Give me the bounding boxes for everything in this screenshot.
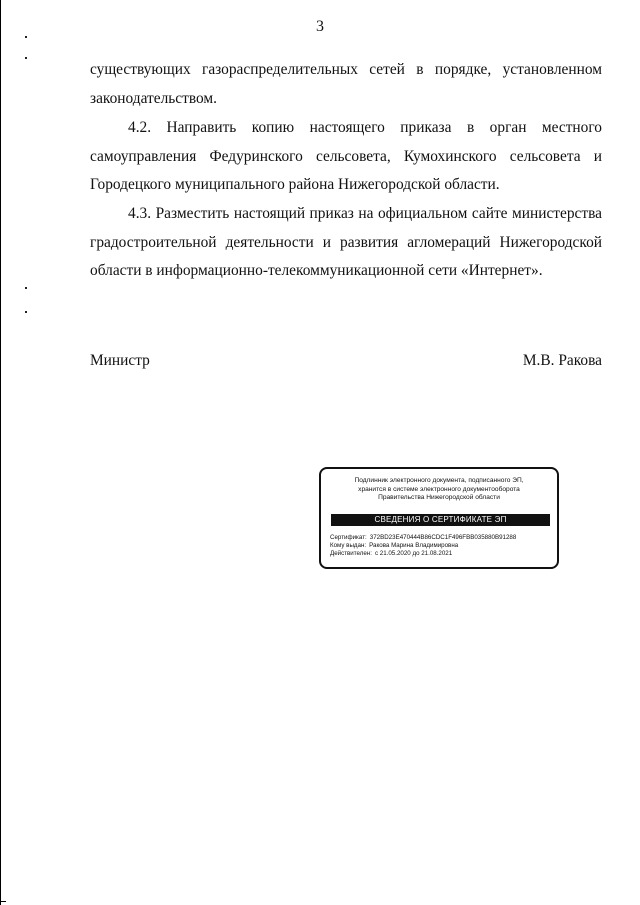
stamp-header-line: хранится в системе электронного документооборота [358, 485, 520, 493]
issued-to-label: Кому выдан: [330, 542, 367, 549]
stamp-title-bar: СВЕДЕНИЯ О СЕРТИФИКАТЕ ЭП [331, 514, 550, 526]
validity-row [330, 550, 551, 558]
certificate-row [330, 534, 551, 542]
page-left-edge [0, 0, 1, 905]
stamp-header-line: Подлинник электронного документа, подписанного ЭП, [354, 477, 524, 484]
paragraph-continuation: существующих газораспределительных сетей в порядке, установленном законодательством. [90, 61, 602, 107]
certificate-label: Сертификат: [330, 534, 367, 541]
scan-speck [25, 287, 27, 289]
signer-position: Министр [90, 352, 150, 369]
paragraph-4-2: 4.2. Направить копию настоящего приказа в орган местного самоуправления Федуринского сельсовета, Кумохинского сельсовета и Городецкого муниципального района Нижегородской области. [90, 119, 602, 193]
stamp-header-line: Правительства Нижегородской области [378, 494, 500, 501]
scan-speck [25, 57, 27, 59]
stamp-header [327, 477, 551, 503]
scan-speck [25, 36, 27, 38]
issued-to-value: Ракова Марина Владимировна [369, 542, 459, 549]
signature-block [90, 352, 602, 370]
paragraph-4-3: 4.3. Разместить настоящий приказ на официальном сайте министерства градостроительной деятельности и развития агломераций Нижегородской области в информационно-телекоммуникационной сети «Интернет». [90, 205, 602, 279]
page-number: 3 [316, 18, 324, 35]
validity-label: Действителен: [330, 550, 372, 557]
page-bottom-mark [0, 901, 6, 902]
validity-value: с 21.05.2020 до 21.08.2021 [374, 550, 453, 557]
e-signature-stamp [319, 467, 559, 569]
issued-to-row [330, 542, 551, 550]
signer-name: М.В. Ракова [522, 352, 602, 369]
stamp-details [330, 534, 551, 558]
scan-speck [25, 311, 27, 313]
certificate-value: 372BD23E470444B86CDC1F496FBB035880B91288 [369, 534, 517, 541]
